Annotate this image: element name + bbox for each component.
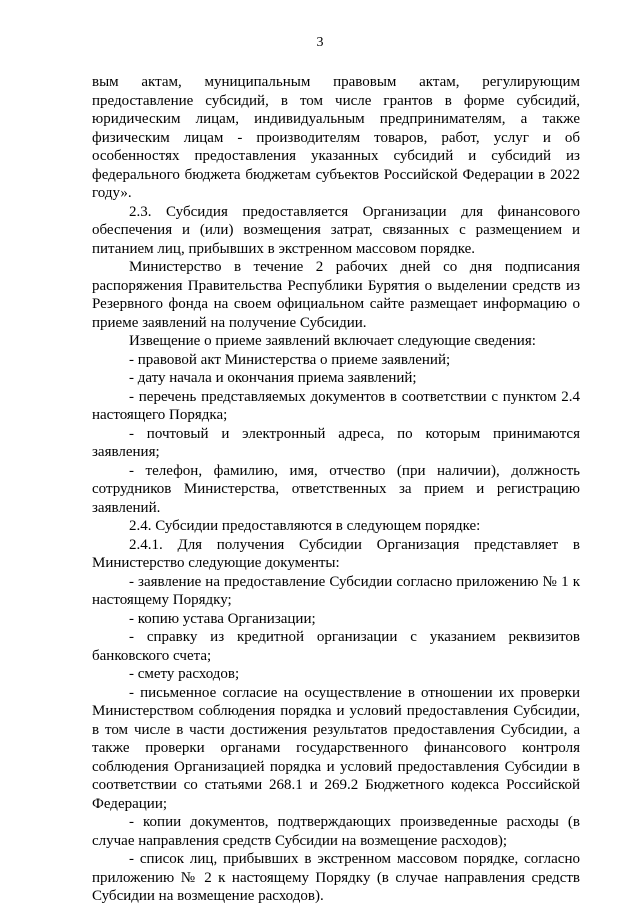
list-item: - справку из кредитной организации с указанием реквизитов банковского счета; [92, 629, 580, 664]
list-item: - телефон, фамилию, имя, отчество (при наличии), должность сотрудников Министерства, ответственных за прием и регистрацию заявлений. [92, 462, 580, 516]
paragraph-ministry-notice: Министерство в течение 2 рабочих дней со дня подписания распоряжения Правительства Республики Бурятия о выделении средств из Резервного фонда на своем официальном сайте размещает информацию о приеме заявлений на получение Субсидии. [92, 259, 580, 331]
list-item: - почтовый и электронный адреса, по которым принимаются заявления; [92, 425, 580, 460]
list-item: - копии документов, подтверждающих произведенные расходы (в случае направления средств Субсидии на возмещение расходов); [92, 814, 580, 849]
page-number: 3 [316, 35, 324, 50]
list-item: - копию устава Организации; [129, 610, 316, 627]
body-text [92, 73, 580, 906]
list-item: - заявление на предоставление Субсидии согласно приложению № 1 к настоящему Порядку; [92, 573, 580, 608]
paragraph-2-4-1: 2.4.1. Для получения Субсидии Организация представляет в Министерство следующие документы: [92, 536, 580, 571]
list-item: - смету расходов; [129, 666, 240, 682]
paragraph-notice-contents: Извещение о приеме заявлений включает следующие сведения: [129, 333, 536, 349]
paragraph-2-3: 2.3. Субсидия предоставляется Организации для финансового обеспечения и (или) возмещения затрат, связанных с размещением и питанием лиц, прибывших в экстренном массовом порядке. [92, 203, 580, 257]
list-item: - список лиц, прибывших в экстренном массовом порядке, согласно приложению № 2 к настоящему Порядку (в случае направления средств Субсидии на возмещение расходов). [92, 851, 580, 904]
paragraph-2-4: 2.4. Субсидии предоставляются в следующем порядке: [129, 518, 481, 534]
list-item: - дату начала и окончания приема заявлений; [129, 370, 417, 386]
list-item: - письменное согласие на осуществление в отношении их проверки Министерством соблюдения порядка и условий предоставления Субсидии, в том числе в части достижения результатов предоставления Субсидии, а также проверки органами государственного финансового контроля соблюдения Организацией порядка и условий предоставления Субсидии в соответствии со статьями 268.1 и 269.2 Бюджетного кодекса Российской Федерации; [92, 684, 580, 812]
list-item: - правовой акт Министерства о приеме заявлений; [129, 351, 451, 368]
list-item: - перечень представляемых документов в соответствии с пунктом 2.4 настоящего Порядка; [92, 388, 580, 423]
paragraph-continuation: вым актам, муниципальным правовым актам, регулирующим предоставление субсидий, в том числе грантов в форме субсидий, юридическим лицам, индивидуальным предпринимателям, а также физическим лицам - производителям товаров, работ, услуг и об особенностях предоставления указанных субсидий и субсидий из федерального бюджета бюджетам субъектов Российской Федерации в 2022 году». [92, 74, 580, 201]
